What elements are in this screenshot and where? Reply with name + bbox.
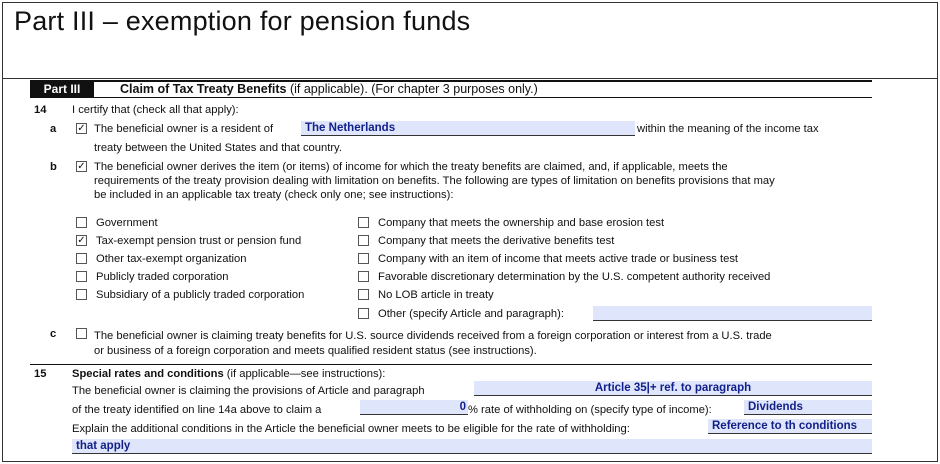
part-heading-bold: Claim of Tax Treaty Benefits (120, 82, 287, 96)
lob-checkbox-government[interactable] (76, 217, 87, 228)
part-label: Part III (30, 82, 94, 97)
lob-label-subsidiary: Subsidiary of a publicly traded corporation (96, 289, 305, 301)
line-14c-text-line1: The beneficial owner is claiming treaty benefits for U.S. source dividends received from a foreign corporation or interest from a U.S. trade (94, 330, 772, 342)
part-heading-rest: (if applicable). (For chapter 3 purposes only.) (286, 82, 538, 96)
line-15-title-rest: (if applicable—see instructions): (223, 368, 386, 380)
lob-label-no-lob: No LOB article in treaty (378, 289, 494, 301)
lob-label-other: Other (specify Article and paragraph): (378, 308, 564, 320)
line-14b-text-line2: requirements of the treaty provision dealing with limitation on benefits. The following are types of limitation on benefits provisions that may (94, 175, 775, 187)
lob-label-ownership-test: Company that meets the ownership and base erosion test (378, 217, 665, 229)
lob-checkbox-no-lob[interactable] (358, 289, 369, 300)
line-15-title-bold: Special rates and conditions (72, 368, 224, 380)
line-14-number: 14 (34, 104, 47, 116)
lob-checkbox-tax-exempt-org[interactable] (76, 253, 87, 264)
lob-checkbox-pension-fund[interactable]: ✓ (77, 235, 86, 246)
residence-country-field[interactable]: The Netherlands (301, 121, 635, 136)
line-15-row2-mid: % rate of withholding on (specify type of income): (468, 404, 712, 416)
line-15-row3-text: Explain the additional conditions in the Article the beneficial owner meets to be eligible for the rate of withholding: (72, 423, 630, 435)
lob-checkbox-derivative-test[interactable] (358, 235, 369, 246)
slide-title: Part III – exemption for pension funds (14, 6, 471, 36)
line-14-intro: I certify that (check all that apply): (72, 104, 239, 116)
line-14a-checkbox[interactable]: ✓ (77, 123, 86, 134)
line-15-number: 15 (34, 368, 47, 380)
line-14c-text-line2: or business of a foreign corporation and meets qualified resident status (see instructions). (94, 345, 537, 357)
withholding-rate-field[interactable]: 0 (360, 400, 468, 415)
lob-label-government: Government (96, 217, 158, 229)
lob-checkbox-active-trade[interactable] (358, 253, 369, 264)
additional-conditions-field-line2[interactable]: that apply (72, 439, 872, 454)
lob-label-tax-exempt-org: Other tax-exempt organization (96, 253, 247, 265)
line-14c-checkbox[interactable] (76, 328, 87, 339)
line-14b-text-line3: be included in an applicable tax treaty (check only one; see instructions): (94, 189, 454, 201)
line-14a-text-post: within the meaning of the income tax (637, 123, 819, 135)
lob-checkbox-other[interactable] (358, 308, 369, 319)
lob-label-discretionary: Favorable discretionary determination by the U.S. competent authority received (378, 271, 771, 283)
line-14a-text-line2: treaty between the United States and that country. (94, 142, 342, 154)
line-15-title (72, 368, 385, 381)
lob-other-field[interactable] (593, 306, 872, 321)
line-14a-letter: a (50, 123, 57, 135)
lob-label-derivative-test: Company that meets the derivative benefits test (378, 235, 615, 247)
lob-checkbox-ownership-test[interactable] (358, 217, 369, 228)
article-paragraph-field[interactable]: Article 35|+ ref. to paragraph (474, 381, 872, 396)
line-14c-letter: c (50, 328, 57, 340)
line-15-row2-pre: of the treaty identified on line 14a above to claim a (72, 404, 322, 416)
title-divider (2, 78, 938, 79)
line-14b-checkbox[interactable]: ✓ (77, 161, 86, 172)
part-bottom-rule (30, 97, 872, 98)
line-15-row1-text: The beneficial owner is claiming the provisions of Article and paragraph (72, 385, 425, 397)
section-divider (30, 364, 872, 365)
lob-label-pension-fund: Tax-exempt pension trust or pension fund (96, 235, 302, 247)
additional-conditions-field[interactable]: Reference to th conditions (708, 419, 872, 434)
lob-label-publicly-traded: Publicly traded corporation (96, 271, 229, 283)
lob-checkbox-discretionary[interactable] (358, 271, 369, 282)
lob-checkbox-publicly-traded[interactable] (76, 271, 87, 282)
line-14a-text-pre: The beneficial owner is a resident of (94, 123, 274, 135)
lob-label-active-trade: Company with an item of income that meets active trade or business test (378, 253, 739, 265)
line-14b-text-line1: The beneficial owner derives the item (or items) of income for which the treaty benefits are claimed, and, if applicable, meets the (94, 161, 728, 173)
line-14b-letter: b (50, 161, 57, 173)
income-type-field[interactable]: Dividends (744, 400, 872, 415)
lob-checkbox-subsidiary[interactable] (76, 289, 87, 300)
part-heading (120, 82, 538, 97)
